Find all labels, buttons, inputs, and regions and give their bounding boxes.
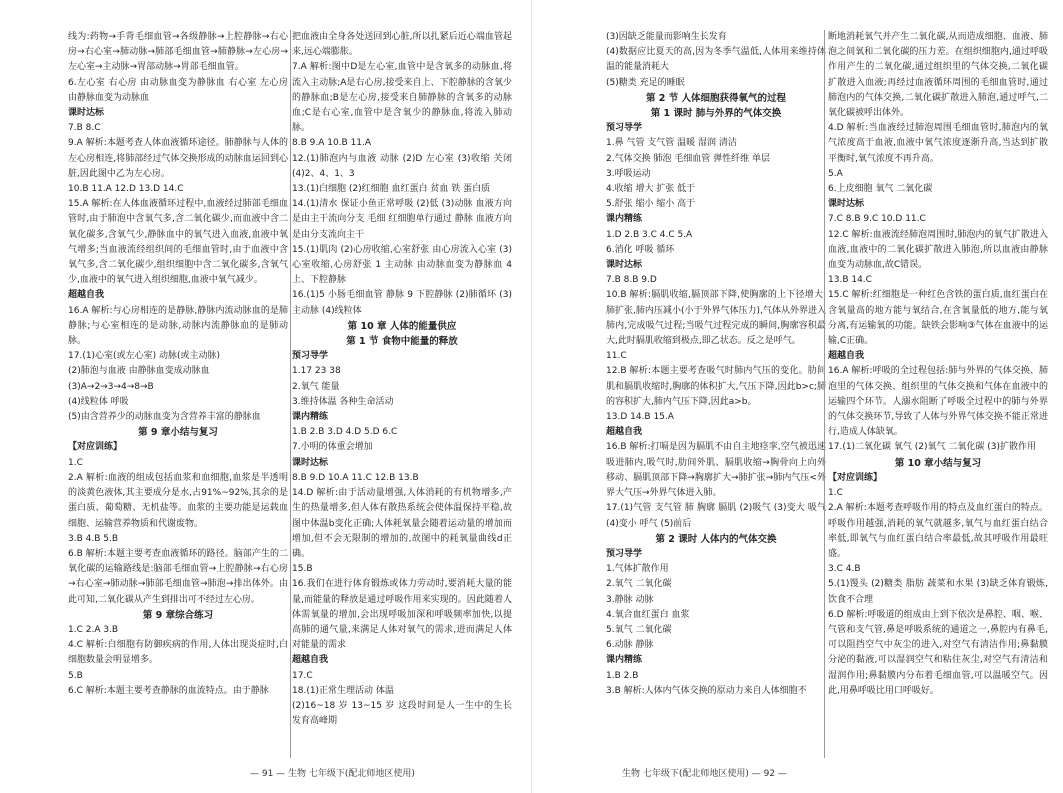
answer-line: 7.A 解析:图中D是左心室,血管中是含氧多的动脉血,将流入主动脉;A是右心房,接受来自上、下腔静脉的含氧少的静脉血;B是左心房,接受来自肺静脉的含氧多的动脉血;C是右心室,血管中是含氧少的静脉血,将流入肺动脉。 (292, 62, 512, 134)
answer-line: 2.A 解析:本题考查呼吸作用的特点及血红蛋白的特点。呼吸作用越强,消耗的氧气就越多,氧气与血红蛋白结合率低,即氧气与血红蛋白结合率最低,故其呼吸作用最旺盛。 (828, 503, 1048, 559)
answer-line: 16.A 解析:与心房相连的是静脉,静脉内流动脉血的是肺静脉;与心室相连的是动脉,动脉内流静脉血的是肺动脉。 (68, 305, 288, 347)
section-title: 第 1 节 食物中能量的释放 (346, 336, 458, 348)
section-heading: 预习导学 (606, 548, 643, 559)
section-heading: 预习导学 (606, 123, 643, 134)
section-heading: 预习导学 (292, 351, 329, 362)
answer-line: 3.C 4.B (828, 564, 861, 575)
section-heading: 课时达标 (828, 199, 865, 210)
answer-line: 3.维持体温 各种生命活动 (292, 396, 394, 407)
answer-line: 1.鼻 气管 支气管 温暖 湿润 清洁 (606, 138, 737, 149)
answer-line: 1.B 2.B (606, 670, 639, 681)
answer-line: 11.C (606, 351, 627, 362)
section-heading: 超越自我 (828, 351, 865, 362)
answer-line: 13.B 14.C (828, 275, 872, 286)
answer-line: 5.A (828, 168, 843, 179)
answer-line: (4)线粒体 呼吸 (68, 396, 129, 407)
answer-line: 13.D 14.B 15.A (606, 412, 674, 423)
answer-line: 断地消耗氧气并产生二氧化碳,从而造成细胞、血液、肺泡之间氧和二氧化碳的压力差。在组织细胞内,通过呼吸作用产生的二氧化碳,通过组织里的气体交换,二氧化碳扩散进入血液;再经过血液循环周围的毛细血管时,通过肺泡内的气体交换,二氧化碳扩散进入肺泡,通过呼气,二氧化碳被呼出体外。 (828, 32, 1048, 119)
answer-line: (4)数据应比夏天的高,因为冬季气温低,人体用来维持体温的能量消耗大 (606, 47, 826, 73)
section-heading: 超越自我 (292, 655, 329, 666)
column-divider (290, 30, 291, 758)
answer-line: 2.氧气 能量 (292, 381, 340, 392)
answer-line: 9.A 解析:本题考查人体血液循环途径。肺静脉与人体的左心房相连,将肺部经过气体交换形成的动脉血运回到心脏,因此图中乙为左心房。 (68, 138, 288, 179)
answer-line: (2)16~18 岁 13~15 岁 这段时间是人一生中的生长发育高峰期 (292, 700, 512, 727)
answer-line: 2.氧气 二氧化碳 (606, 579, 672, 590)
answer-line: 16.我们在进行体育锻炼或体力劳动时,要消耗大量的能量,而能量的释放是通过呼吸作用来实现的。因此随着人体需氧量的增加,会出现呼吸加深和呼吸频率加快,以提高肺的通气量,来满足人体对氧气的需求,进而满足人体对能量的需求 (292, 579, 512, 651)
answer-line: 17.(1)气管 支气管 肺 胸廓 膈肌 (2)吸气 (3)变大 吸气 (4)变小 呼气 (5)前后 (606, 503, 826, 529)
answer-line: 4.氧合血红蛋白 血浆 (606, 609, 690, 620)
answer-line: 把血液由全身各处送回到心脏,所以扎紧后近心端血管起来,远心端膨胀。 (292, 32, 512, 58)
answer-line: 4.收缩 增大 扩张 低于 (606, 184, 696, 195)
answer-line: 1.C (828, 488, 843, 499)
answer-line: (3)A→2→3→4→8→B (68, 381, 154, 392)
answer-line: 4.C 解析:白细胞有防御疾病的作用,人体出现炎症时,白细胞数量会明显增多。 (68, 640, 288, 666)
answer-line: 8.B 9.D 10.A 11.C 12.B 13.B (292, 472, 419, 483)
answer-line: 2.A 解析:血液的组成包括血浆和血细胞,血浆是半透明的淡黄色液体,其主要成分是水,占91%~92%,其余的是蛋白质、葡萄糖、无机盐等。血浆的主要功能是运载血细胞、运输营养物质和代谢废物。 (68, 472, 288, 529)
answer-line: 14.(1)清水 保证小鱼正常呼吸 (2)低 (3)动脉 血液方向是由主干流向分支 毛细 红细胞单行通过 静脉 血液方向是由分支流向主干 (292, 199, 512, 240)
answer-line: 18.(1)正常生理活动 体温 (292, 685, 394, 696)
left-page-column-2 (292, 30, 512, 760)
section-heading: 课时达标 (292, 457, 329, 468)
answer-line: 17.(1)二氧化碳 氧气 (2)氧气 二氧化碳 (3)扩散作用 (828, 442, 1037, 453)
section-title: 第 1 课时 肺与外界的气体交换 (650, 108, 782, 120)
section-title: 第 10 章小结与复习 (894, 457, 982, 469)
answer-line: 17.(1)心室(或左心室) 动脉(或主动脉) (68, 351, 220, 362)
answer-line: 1.B 2.B 3.D 4.D 5.D 6.C (292, 427, 398, 438)
answer-line: 7.C 8.B 9.C 10.D 11.C (828, 214, 926, 225)
answer-line: 5.氧气 二氧化碳 (606, 624, 672, 635)
answer-line: 16.A 解析:呼吸的全过程包括:肺与外界的气体交换、肺泡里的气体交换、组织里的气体交换和气体在血液中的运输四个环节。人溺水阻断了呼吸全过程中的肺与外界的气体交换环节,导致了人体与外界气体交换不能正常进行,造成人体缺氧。 (828, 366, 1048, 438)
answer-line: 12.C 解析:血液流经肺泡周围时,肺泡内的氧气扩散进入血液,血液中的二氧化碳扩散进入肺泡,所以血液由静脉血变为动脉血,故C错误。 (828, 229, 1048, 271)
answer-line: 4.D 解析:当血液经过肺泡周围毛细血管时,肺泡内的氧气浓度高于血液,血液中氧气浓度逐渐升高,当达到扩散平衡时,氧气浓度不再升高。 (828, 123, 1048, 164)
answer-line: 15.B (292, 564, 313, 575)
answer-line: (5)由含营养少的动脉血变为含营养丰富的静脉血 (68, 412, 261, 423)
answer-line: 3.B 4.B 5.B (68, 533, 119, 544)
answer-line: (3)因缺乏能量而影响生长发育 (606, 32, 727, 42)
section-heading: 【对应训练】 (68, 442, 123, 453)
right-page-column-1 (606, 30, 826, 760)
section-heading: 课内精练 (606, 655, 643, 666)
answer-line: 6.C 解析:本题主要考查静脉的血流特点。由于静脉 (68, 685, 269, 696)
answer-line: 5.舒张 缩小 缩小 高于 (606, 199, 696, 210)
answer-line: 12.(1)肺泡内与血液 动脉 (2)D 左心室 (3)收缩 关闭 (4)2、4、1、3 (292, 153, 512, 179)
answer-line: 1.C (68, 457, 83, 468)
page-footer-92: 生物 七年级下(配北师地区使用) — 92 — (622, 769, 787, 779)
left-page-column-1 (68, 30, 288, 760)
answer-line: 6.B 解析:本题主要考查血液循环的路径。脑部产生的二氧化碳的运输路线是:脑部毛细血管→上腔静脉→右心房→右心室→肺动脉→肺部毛细血管→肺泡→排出体外。由此可知,二氧化碳从产生到排出可不经过左心房。 (68, 548, 288, 605)
answer-line: 14.D 解析:由于活动量增强,人体消耗的有机物增多,产生的热量增多,但人体有散热系统会使体温保持平稳,故图中体温b变化正确;人体耗氧量会随着运动量的增加而增加,但不会无限制的增加的,故图中的耗氧量曲线d正确。 (292, 488, 512, 559)
answer-line: 16.B 解析:打嗝是因为膈肌不由自主地痉挛,空气被迅速吸进肺内,吸气时,肋间外肌、膈肌收缩→胸骨向上向外移动、膈肌顶部下降→胸廓扩大→肺扩张→肺内气压<外界大气压→外界气体进入肺。 (606, 442, 826, 499)
answer-line: 17.C (292, 670, 313, 681)
column-divider (824, 30, 825, 758)
section-heading: 课时达标 (68, 108, 105, 119)
answer-line: 3.呼吸运动 (606, 168, 651, 179)
answer-line: 15.(1)肌肉 (2)心房收缩,心室舒张 由心房流入心室 (3)心室收缩,心房舒张 1 主动脉 由动脉血变为静脉血 4 上、下腔静脉 (292, 244, 512, 286)
answer-line: 12.B 解析:本题主要考查吸气时肺内气压的变化。肋间肌和膈肌收缩时,胸廓的体积扩大,气压下降,因此b>c;肺的容积扩大,肺内气压下降,因此a>b。 (606, 366, 826, 407)
answer-line: 7.小明的体重会增加 (292, 442, 373, 453)
section-heading: 课内精练 (292, 412, 329, 423)
section-title: 第 9 章综合练习 (142, 609, 214, 621)
answer-line: 16.(1)5 小肠毛细血管 静脉 9 下腔静脉 (2)肺循环 (3)主动脉 (4)线粒体 (292, 290, 512, 316)
answer-line: 3.静脉 动脉 (606, 594, 654, 605)
page-92 (532, 0, 1063, 793)
answer-line: 6.上皮细胞 氧气 二氧化碳 (828, 184, 933, 195)
answer-line: 15.A 解析:在人体血液循环过程中,血液经过肺部毛细血管时,由于肺泡中含氧气多,含二氧化碳少,而血液中含二氧化碳多,含氧气少,静脉血中的氧气进入血液,血液中氧气增多;当血液流经组织间的毛细血管时,由于血液中含氧气多,含二氧化碳少,组织细胞中含二氧化碳多,含氧气少,血液中的氧气进入组织细胞,血液中氧气减少。 (68, 199, 288, 286)
answer-line: 6.消化 呼吸 循环 (606, 244, 675, 255)
answer-line: 3.B 解析:人体内气体交换的原动力来自人体细胞不 (606, 685, 807, 696)
answer-line: 5.(1)馒头 (2)糖类 脂肪 蔬菜和水果 (3)缺乏体育锻炼,饮食不合理 (828, 579, 1048, 605)
answer-line: 6.动脉 静脉 (606, 640, 654, 651)
section-heading: 课时达标 (606, 260, 643, 271)
section-heading: 超越自我 (606, 427, 643, 438)
section-heading: 超越自我 (68, 290, 105, 301)
section-heading: 课内精练 (606, 214, 643, 225)
answer-line: 10.B 解析:膈肌收缩,膈顶部下降,使胸廓的上下径增大,肺扩张,肺内压减小(小于外界气体压力),气体从外界进入肺内,完成吸气过程;当吸气过程完成的瞬间,胸廓容积最大,此时膈肌收缩到极点,即乙状态。反之是呼气。 (606, 290, 826, 347)
answer-line: 1.D 2.B 3.C 4.C 5.A (606, 229, 693, 240)
section-title: 第 10 章 人体的能量供应 (347, 320, 457, 332)
answer-line: (2)肺泡与血液 由静脉血变成动脉血 (68, 366, 210, 377)
answer-line: 5.B (68, 670, 83, 681)
answer-line: 10.B 11.A 12.D 13.D 14.C (68, 184, 184, 195)
section-title: 第 2 节 人体细胞获得氧气的过程 (645, 92, 787, 104)
answer-line: 线为:药物→手背毛细血管→各级静脉→上腔静脉→右心房→右心室→肺动脉→肺部毛细血管→肺静脉→左心房→左心室→主动脉→胃部动脉→胃部毛细血管。 (68, 32, 288, 73)
answer-line: 6.左心室 右心房 由动脉血变为静脉血 右心室 左心房 由静脉血变为动脉血 (68, 77, 288, 103)
section-title: 第 2 课时 人体内的气体交换 (655, 533, 777, 545)
answer-line: 1.C 2.A 3.B (68, 624, 119, 635)
answer-line: 2.气体交换 肺泡 毛细血管 弹性纤维 单层 (606, 153, 771, 164)
answer-line: 8.B 9.A 10.B 11.A (292, 138, 372, 149)
answer-line: (5)糖类 充足的睡眠 (606, 77, 685, 88)
page-91 (0, 0, 531, 793)
answer-line: 15.C 解析:红细胞是一种红色含铁的蛋白质,血红蛋白在含氧量高的地方能与氧结合,在含氧量低的地方,能与氧分离,有运输氧的功能。缺铁会影响③气体在血液中的运输,C正确。 (828, 290, 1048, 347)
answer-line: 7.B 8.B 9.D (606, 275, 657, 286)
answer-line: 6.D 解析:呼吸道的组成由上到下依次是鼻腔、咽、喉、气管和支气管,鼻是呼吸系统的通道之一,鼻腔内有鼻毛,可以阻挡空气中灰尘的进入,对空气有清洁作用;鼻黏膜分泌的黏液,可以湿润空气和粘住灰尘,对空气有清洁和湿润作用;鼻黏膜内分布着毛细血管,可以温暖空气。因此,用鼻呼吸比用口呼吸好。 (828, 609, 1048, 696)
answer-line: 1.气体扩散作用 (606, 564, 669, 575)
answer-line: 7.B 8.C (68, 123, 101, 134)
page-footer-91: — 91 — 生物 七年级下(配北师地区使用) (250, 769, 415, 779)
section-title: 第 9 章小结与复习 (138, 427, 218, 439)
answer-line: 1.17 23 38 (292, 366, 341, 377)
section-heading: 【对应训练】 (828, 472, 883, 483)
right-page-column-2 (828, 30, 1048, 760)
answer-line: 13.(1)白细胞 (2)红细胞 血红蛋白 贫血 铁 蛋白质 (292, 184, 491, 195)
